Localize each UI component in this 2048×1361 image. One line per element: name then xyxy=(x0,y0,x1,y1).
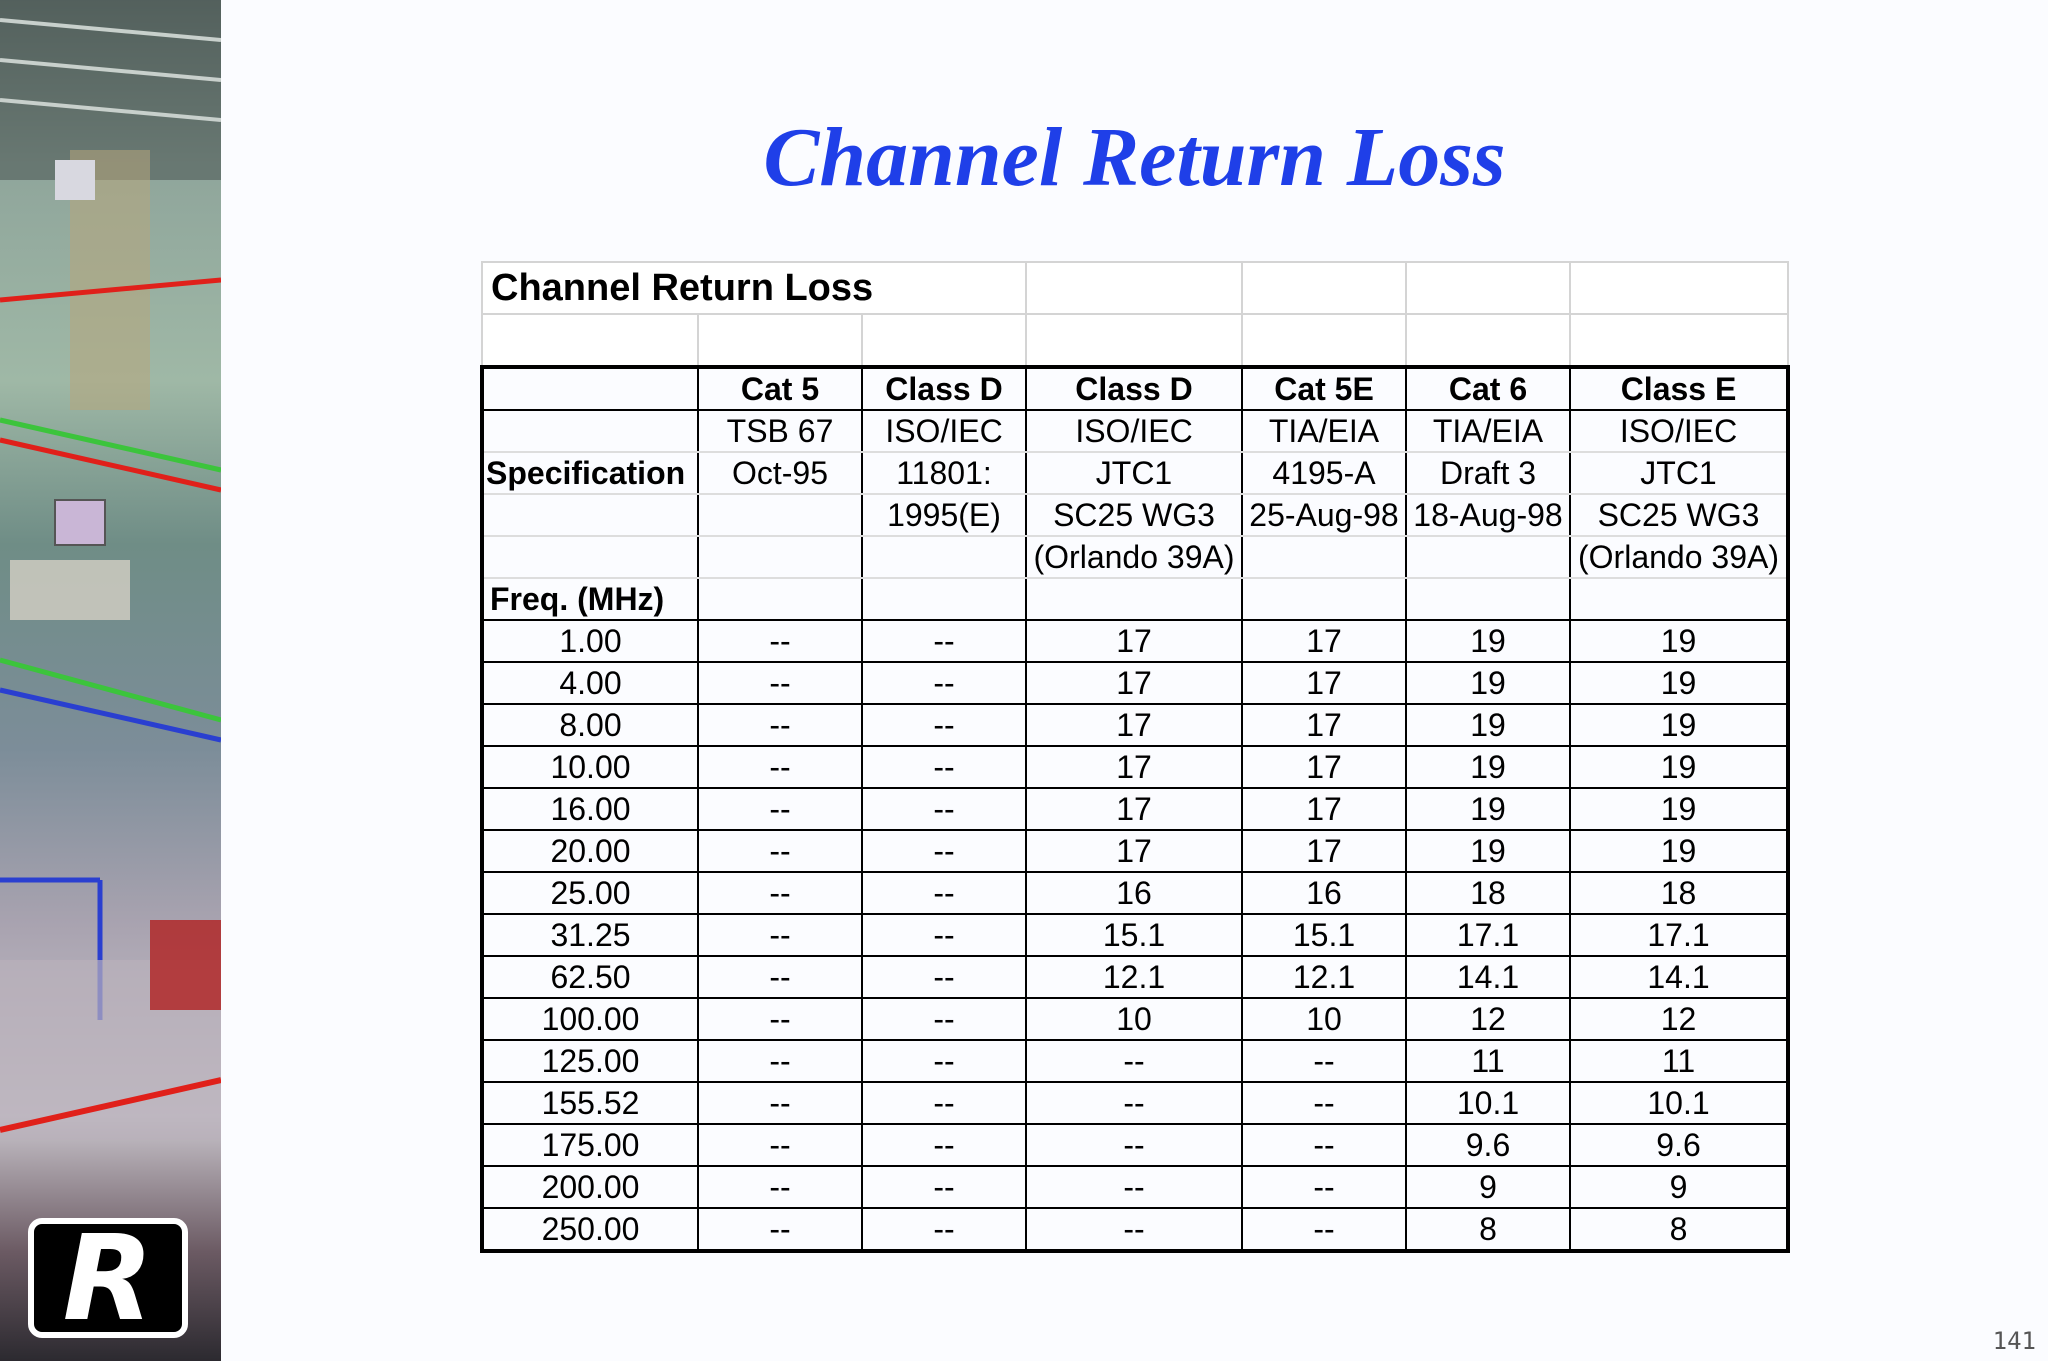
value-cell: -- xyxy=(862,1166,1026,1208)
empty-cell xyxy=(1570,314,1788,367)
table-caption: Channel Return Loss xyxy=(482,262,1026,314)
value-cell: 19 xyxy=(1570,788,1788,830)
value-cell: 17 xyxy=(1026,662,1242,704)
spec-row xyxy=(482,452,1788,494)
table-row xyxy=(482,998,1788,1040)
frequency-cell: 1.00 xyxy=(482,620,698,662)
value-cell: 11 xyxy=(1406,1040,1570,1082)
value-cell: -- xyxy=(698,872,862,914)
empty-cell xyxy=(1570,578,1788,620)
frequency-cell: 62.50 xyxy=(482,956,698,998)
value-cell: 17 xyxy=(1026,704,1242,746)
value-cell: -- xyxy=(862,998,1026,1040)
value-cell: -- xyxy=(698,956,862,998)
value-cell: -- xyxy=(1026,1166,1242,1208)
value-cell: 8 xyxy=(1406,1208,1570,1251)
empty-cell xyxy=(482,314,698,367)
value-cell: -- xyxy=(862,914,1026,956)
empty-cell xyxy=(1570,262,1788,314)
spec-cell xyxy=(698,536,862,578)
value-cell: 19 xyxy=(1406,788,1570,830)
frequency-cell: 31.25 xyxy=(482,914,698,956)
column-header: Class E xyxy=(1570,367,1788,410)
spec-cell xyxy=(698,494,862,536)
value-cell: -- xyxy=(862,788,1026,830)
column-header: Cat 5E xyxy=(1242,367,1406,410)
value-cell: -- xyxy=(862,662,1026,704)
value-cell: -- xyxy=(862,1208,1026,1251)
value-cell: -- xyxy=(862,872,1026,914)
value-cell: 17.1 xyxy=(1406,914,1570,956)
return-loss-table xyxy=(480,261,1790,1253)
empty-cell xyxy=(1242,262,1406,314)
spec-cell: TIA/EIA xyxy=(1406,410,1570,452)
value-cell: -- xyxy=(1026,1124,1242,1166)
slide-title: Channel Return Loss xyxy=(763,111,1506,204)
table-row xyxy=(482,830,1788,872)
value-cell: -- xyxy=(698,914,862,956)
value-cell: 12.1 xyxy=(1242,956,1406,998)
spec-label-blank xyxy=(482,410,698,452)
frequency-cell: 20.00 xyxy=(482,830,698,872)
empty-cell xyxy=(1242,578,1406,620)
value-cell: -- xyxy=(1026,1082,1242,1124)
table-row xyxy=(482,704,1788,746)
frequency-cell: 155.52 xyxy=(482,1082,698,1124)
column-header: Class D xyxy=(862,367,1026,410)
value-cell: -- xyxy=(698,830,862,872)
spec-cell xyxy=(1242,536,1406,578)
frequency-cell: 125.00 xyxy=(482,1040,698,1082)
empty-cell xyxy=(862,578,1026,620)
logo-letter: R xyxy=(62,1209,154,1347)
frequency-cell: 250.00 xyxy=(482,1208,698,1251)
value-cell: 19 xyxy=(1570,662,1788,704)
value-cell: 17 xyxy=(1242,830,1406,872)
value-cell: -- xyxy=(1242,1124,1406,1166)
value-cell: 16 xyxy=(1026,872,1242,914)
value-cell: 14.1 xyxy=(1406,956,1570,998)
value-cell: -- xyxy=(862,1082,1026,1124)
value-cell: 17 xyxy=(1026,788,1242,830)
spec-label-blank xyxy=(482,536,698,578)
value-cell: 19 xyxy=(1570,704,1788,746)
value-cell: -- xyxy=(1242,1040,1406,1082)
frequency-cell: 200.00 xyxy=(482,1166,698,1208)
value-cell: -- xyxy=(698,1040,862,1082)
value-cell: 9 xyxy=(1406,1166,1570,1208)
frequency-cell: 8.00 xyxy=(482,704,698,746)
value-cell: 19 xyxy=(1406,620,1570,662)
table-row xyxy=(482,1082,1788,1124)
spec-cell xyxy=(1406,536,1570,578)
table-row xyxy=(482,620,1788,662)
value-cell: -- xyxy=(1026,1040,1242,1082)
value-cell: 17.1 xyxy=(1570,914,1788,956)
value-cell: -- xyxy=(698,662,862,704)
table-row xyxy=(482,746,1788,788)
value-cell: 10.1 xyxy=(1406,1082,1570,1124)
empty-cell xyxy=(698,578,862,620)
spec-cell: JTC1 xyxy=(1026,452,1242,494)
value-cell: 14.1 xyxy=(1570,956,1788,998)
spec-label: Specification xyxy=(482,452,698,494)
table-row xyxy=(482,914,1788,956)
spec-cell: SC25 WG3 xyxy=(1570,494,1788,536)
value-cell: -- xyxy=(1242,1166,1406,1208)
value-cell: -- xyxy=(698,1208,862,1251)
value-cell: 9.6 xyxy=(1570,1124,1788,1166)
empty-cell xyxy=(698,314,862,367)
value-cell: 8 xyxy=(1570,1208,1788,1251)
frequency-cell: 175.00 xyxy=(482,1124,698,1166)
frequency-cell: 4.00 xyxy=(482,662,698,704)
spec-cell: 1995(E) xyxy=(862,494,1026,536)
spec-cell: TIA/EIA xyxy=(1242,410,1406,452)
empty-cell xyxy=(1026,262,1242,314)
value-cell: 15.1 xyxy=(1026,914,1242,956)
spec-cell: Oct-95 xyxy=(698,452,862,494)
table-row xyxy=(482,1166,1788,1208)
empty-cell xyxy=(1242,314,1406,367)
value-cell: 12 xyxy=(1570,998,1788,1040)
value-cell: -- xyxy=(862,956,1026,998)
value-cell: 12 xyxy=(1406,998,1570,1040)
column-header: Cat 6 xyxy=(1406,367,1570,410)
value-cell: -- xyxy=(1242,1208,1406,1251)
spec-cell: 4195-A xyxy=(1242,452,1406,494)
value-cell: -- xyxy=(698,620,862,662)
value-cell: 16 xyxy=(1242,872,1406,914)
spec-cell: (Orlando 39A) xyxy=(1026,536,1242,578)
value-cell: -- xyxy=(698,998,862,1040)
value-cell: -- xyxy=(698,788,862,830)
spec-row xyxy=(482,494,1788,536)
decorative-side-image xyxy=(0,0,221,1361)
spec-cell: 11801: xyxy=(862,452,1026,494)
empty-cell xyxy=(1026,578,1242,620)
table-row xyxy=(482,1040,1788,1082)
value-cell: 19 xyxy=(1570,746,1788,788)
caption-row xyxy=(482,262,1788,314)
value-cell: -- xyxy=(698,704,862,746)
spec-cell: 18-Aug-98 xyxy=(1406,494,1570,536)
value-cell: -- xyxy=(862,1124,1026,1166)
header-blank xyxy=(482,367,698,410)
value-cell: -- xyxy=(1026,1208,1242,1251)
spec-cell: ISO/IEC xyxy=(1570,410,1788,452)
value-cell: -- xyxy=(862,620,1026,662)
empty-cell xyxy=(1026,314,1242,367)
value-cell: 19 xyxy=(1406,662,1570,704)
empty-cell xyxy=(862,314,1026,367)
value-cell: 10.1 xyxy=(1570,1082,1788,1124)
header-row xyxy=(482,367,1788,410)
spec-cell: JTC1 xyxy=(1570,452,1788,494)
empty-cell xyxy=(1406,578,1570,620)
frequency-cell: 10.00 xyxy=(482,746,698,788)
value-cell: 17 xyxy=(1242,788,1406,830)
empty-cell xyxy=(1406,314,1570,367)
company-logo xyxy=(28,1209,188,1347)
table-row xyxy=(482,662,1788,704)
value-cell: 18 xyxy=(1406,872,1570,914)
spec-row xyxy=(482,536,1788,578)
value-cell: 17 xyxy=(1026,830,1242,872)
column-header: Cat 5 xyxy=(698,367,862,410)
value-cell: -- xyxy=(698,1082,862,1124)
value-cell: -- xyxy=(862,1040,1026,1082)
spec-cell: SC25 WG3 xyxy=(1026,494,1242,536)
value-cell: 17 xyxy=(1242,704,1406,746)
page-number: 141 xyxy=(1992,1327,2036,1355)
table-row xyxy=(482,1124,1788,1166)
value-cell: 19 xyxy=(1406,746,1570,788)
value-cell: 17 xyxy=(1026,746,1242,788)
value-cell: 11 xyxy=(1570,1040,1788,1082)
spec-row xyxy=(482,410,1788,452)
spec-label-blank xyxy=(482,494,698,536)
value-cell: 15.1 xyxy=(1242,914,1406,956)
spec-cell: ISO/IEC xyxy=(1026,410,1242,452)
spec-cell xyxy=(862,536,1026,578)
empty-cell xyxy=(1406,262,1570,314)
value-cell: 9 xyxy=(1570,1166,1788,1208)
value-cell: 19 xyxy=(1570,620,1788,662)
value-cell: 19 xyxy=(1406,830,1570,872)
value-cell: 17 xyxy=(1242,746,1406,788)
value-cell: 10 xyxy=(1026,998,1242,1040)
value-cell: 17 xyxy=(1242,662,1406,704)
spec-cell: TSB 67 xyxy=(698,410,862,452)
value-cell: -- xyxy=(698,1166,862,1208)
value-cell: 19 xyxy=(1406,704,1570,746)
table-row xyxy=(482,956,1788,998)
spec-cell: ISO/IEC xyxy=(862,410,1026,452)
column-header: Class D xyxy=(1026,367,1242,410)
freq-label-row xyxy=(482,578,1788,620)
value-cell: -- xyxy=(862,746,1026,788)
value-cell: 18 xyxy=(1570,872,1788,914)
value-cell: -- xyxy=(1242,1082,1406,1124)
value-cell: 12.1 xyxy=(1026,956,1242,998)
table-row xyxy=(482,788,1788,830)
spec-cell: 25-Aug-98 xyxy=(1242,494,1406,536)
freq-label: Freq. (MHz) xyxy=(482,578,698,620)
value-cell: -- xyxy=(862,830,1026,872)
frequency-cell: 25.00 xyxy=(482,872,698,914)
value-cell: -- xyxy=(698,746,862,788)
value-cell: 17 xyxy=(1242,620,1406,662)
value-cell: 19 xyxy=(1570,830,1788,872)
frequency-cell: 16.00 xyxy=(482,788,698,830)
office-illustration xyxy=(0,0,221,1361)
value-cell: 10 xyxy=(1242,998,1406,1040)
table-row xyxy=(482,872,1788,914)
frequency-cell: 100.00 xyxy=(482,998,698,1040)
table-row xyxy=(482,1208,1788,1251)
value-cell: 9.6 xyxy=(1406,1124,1570,1166)
value-cell: -- xyxy=(862,704,1026,746)
value-cell: 17 xyxy=(1026,620,1242,662)
spec-cell: (Orlando 39A) xyxy=(1570,536,1788,578)
blank-row xyxy=(482,314,1788,367)
value-cell: -- xyxy=(698,1124,862,1166)
spec-cell: Draft 3 xyxy=(1406,452,1570,494)
